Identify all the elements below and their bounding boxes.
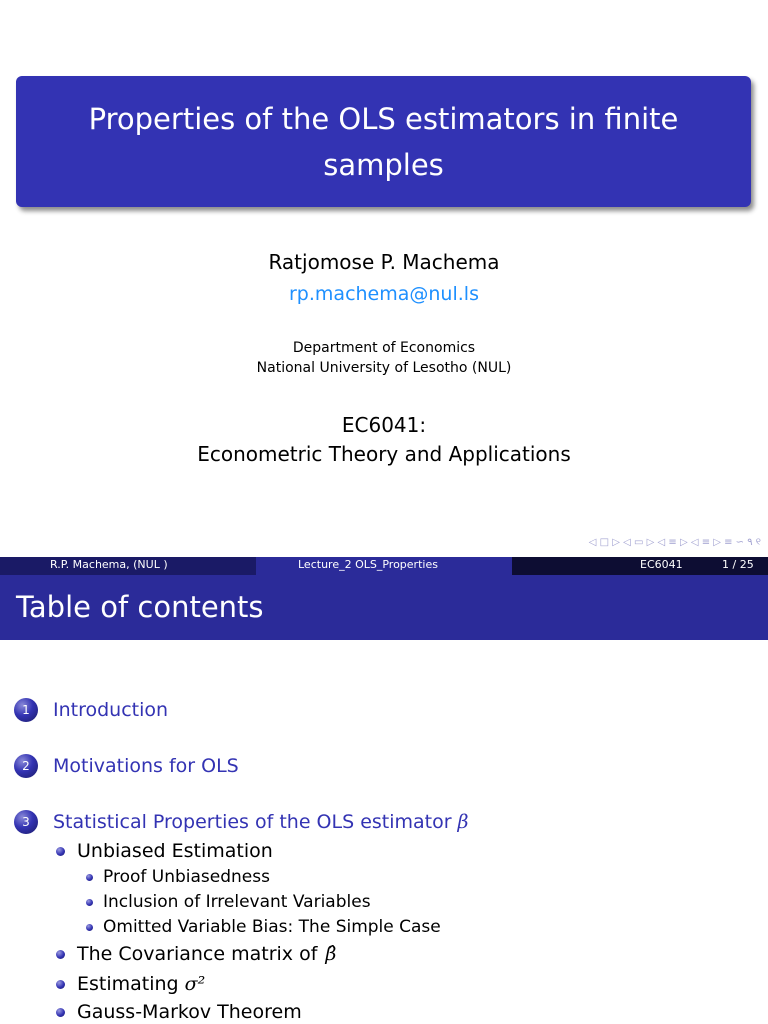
department: Department of Economics [292, 340, 476, 356]
section-number-badge: 1 [14, 698, 38, 722]
bullet-icon [86, 924, 93, 931]
toc-subsection-unbiased[interactable] [56, 840, 273, 862]
author-email-link[interactable]: rp.machema@nul.ls [289, 283, 479, 305]
toc-section-1[interactable] [14, 698, 168, 722]
toc-subsection-covariance[interactable] [56, 943, 336, 965]
bullet-icon [86, 899, 93, 906]
toc-subsection-sigma[interactable] [56, 973, 205, 995]
subsection-label: Estimating [77, 973, 179, 995]
presentation-title: Properties of the OLS estimators in finite samples [88, 101, 679, 182]
author-name: Ratjomose P. Machema [268, 250, 500, 274]
footer-lecture-panel [256, 557, 512, 575]
footer-author-panel [0, 557, 256, 575]
subsubsection-label: Proof Unbiasedness [103, 867, 270, 887]
toc-subsection-gauss-markov[interactable] [56, 1001, 302, 1023]
section-number-badge: 2 [14, 754, 38, 778]
footer-course: EC6041 [640, 558, 683, 571]
section-number-badge: 3 [14, 810, 38, 834]
toc-subsubsection-irrelevant[interactable] [86, 892, 371, 912]
beamer-navigation-icons[interactable]: ◁ □ ▷ ◁ ▭ ▷ ◁ ≡ ▷ ◁ ≡ ▷ ≡ ∽ ۹ ୧ [588, 537, 762, 548]
subsection-label: The Covariance matrix of [77, 943, 318, 965]
bullet-icon [56, 950, 65, 959]
subsection-label: Unbiased Estimation [77, 840, 273, 862]
title-box [16, 76, 751, 207]
footer-lecture: Lecture_2 OLS_Properties [298, 558, 438, 571]
subsubsection-label: Inclusion of Irrelevant Variables [103, 892, 371, 912]
bullet-icon [56, 847, 65, 856]
toc-title: Table of contents [16, 590, 264, 624]
course-name: Econometric Theory and Applications [197, 442, 571, 466]
sigma-squared-symbol: σ² [184, 973, 206, 995]
toc-subsubsection-omitted[interactable] [86, 917, 441, 937]
section-label: Introduction [53, 699, 169, 721]
toc-section-2[interactable] [14, 754, 239, 778]
bullet-icon [56, 980, 65, 989]
course-code: EC6041: [341, 413, 427, 437]
beta-hat-symbol: β̂ [325, 943, 337, 965]
bullet-icon [56, 1008, 65, 1017]
bullet-icon [86, 874, 93, 881]
toc-section-3[interactable] [14, 810, 469, 834]
footer-course-panel [512, 557, 768, 575]
university: National University of Lesotho (NUL) [256, 360, 512, 376]
slide-footer [0, 557, 768, 575]
subsection-label: Gauss-Markov Theorem [77, 1001, 302, 1023]
section-label: Motivations for OLS [53, 755, 239, 777]
section-label: Statistical Properties of the OLS estimator [53, 811, 452, 833]
footer-page-number: 1 / 25 [722, 558, 754, 571]
footer-author: R.P. Machema, (NUL ) [50, 558, 168, 571]
beta-symbol: β [457, 811, 469, 833]
toc-subsubsection-proof[interactable] [86, 867, 270, 887]
subsubsection-label: Omitted Variable Bias: The Simple Case [103, 917, 441, 937]
